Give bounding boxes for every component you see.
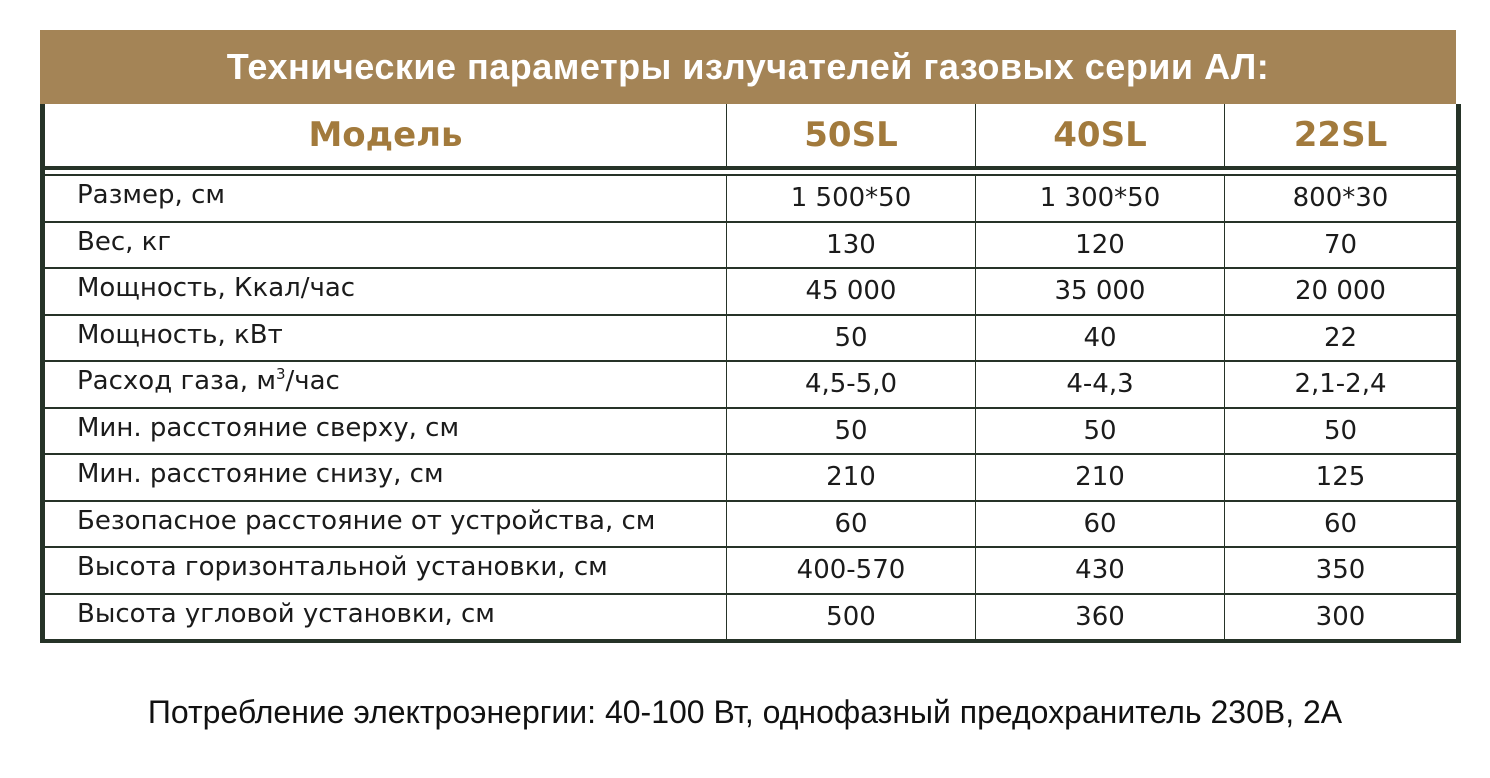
- header-model-40sl: 40SL: [976, 104, 1225, 168]
- param-label: Вес, кг: [43, 219, 727, 266]
- title-bar: [40, 30, 1456, 104]
- table-row: [43, 594, 1459, 642]
- value-40sl: 60: [976, 501, 1225, 548]
- value-22sl: 125: [1225, 454, 1459, 501]
- value-22sl: 800*30: [1225, 175, 1459, 222]
- header-model-label: Модель: [43, 104, 727, 168]
- param-label-text: Расход газа, м: [77, 366, 276, 397]
- value-50sl: 50: [727, 408, 976, 455]
- table-row: [43, 268, 1459, 315]
- header-model-22sl: 22SL: [1225, 104, 1459, 168]
- value-50sl: 60: [727, 501, 976, 548]
- value-40sl: 360: [976, 594, 1225, 642]
- spec-sheet: [40, 30, 1456, 643]
- header-model-50sl: 50SL: [727, 104, 976, 168]
- param-label: Высота горизонтальной установки, см: [43, 544, 727, 591]
- table-row: [43, 175, 1459, 222]
- value-50sl: 45 000: [727, 268, 976, 315]
- value-22sl: 22: [1225, 315, 1459, 362]
- param-label: Мин. расстояние сверху, см: [43, 405, 727, 452]
- value-50sl: 1 500*50: [727, 175, 976, 222]
- value-22sl: 60: [1225, 501, 1459, 548]
- param-label: [43, 358, 727, 405]
- value-50sl: 130: [727, 222, 976, 269]
- value-50sl: 500: [727, 594, 976, 642]
- param-label-unit: /час: [285, 366, 340, 397]
- value-40sl: 120: [976, 222, 1225, 269]
- value-40sl: 210: [976, 454, 1225, 501]
- value-50sl: 4,5-5,0: [727, 361, 976, 408]
- value-22sl: 70: [1225, 222, 1459, 269]
- table-row: [43, 315, 1459, 362]
- table-row: [43, 501, 1459, 548]
- specs-table: [40, 104, 1461, 643]
- param-label: Мощность, кВт: [43, 312, 727, 359]
- value-22sl: 300: [1315, 601, 1366, 632]
- value-40sl: 50: [976, 408, 1225, 455]
- value-50sl: 50: [727, 315, 976, 362]
- power-consumption-note: Потребление электроэнергии: 40-100 Вт, однофазный предохранитель 230В, 2А: [147, 694, 1343, 730]
- param-label: Безопасное расстояние от устройства, см: [43, 498, 727, 545]
- table-header-row: [43, 104, 1459, 168]
- value-40sl: 40: [976, 315, 1225, 362]
- param-label: Мощность, Ккал/час: [43, 265, 727, 312]
- value-22sl: 20 000: [1225, 268, 1459, 315]
- unit-exponent: 3: [275, 365, 286, 384]
- param-label: Мин. расстояние снизу, см: [43, 451, 727, 498]
- value-22sl: 350: [1225, 547, 1459, 594]
- page-title: Технические параметры излучателей газовых серии АЛ:: [226, 46, 1270, 87]
- value-22sl: 50: [1225, 408, 1459, 455]
- value-40sl: 430: [976, 547, 1225, 594]
- value-22sl: 2,1-2,4: [1225, 361, 1459, 408]
- value-50sl: 400-570: [727, 547, 976, 594]
- param-label: Высота угловой установки, см: [43, 591, 727, 639]
- table-row: [43, 547, 1459, 594]
- value-40sl: 1 300*50: [976, 175, 1225, 222]
- table-row: [43, 361, 1459, 408]
- param-label: Размер, см: [43, 172, 727, 219]
- value-40sl: 4-4,3: [976, 361, 1225, 408]
- table-row: [43, 222, 1459, 269]
- table-row: [43, 408, 1459, 455]
- value-50sl: 210: [727, 454, 976, 501]
- value-40sl: 35 000: [976, 268, 1225, 315]
- table-row: [43, 454, 1459, 501]
